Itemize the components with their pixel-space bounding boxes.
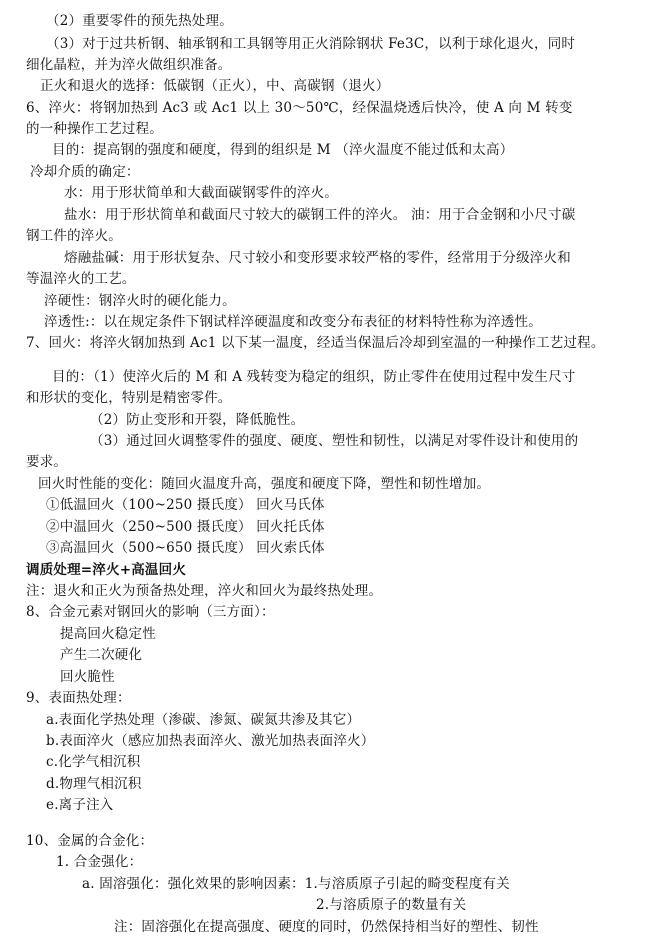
para-tempering-purpose-3: （3）通过回火调整零件的强度、硬度、塑性和韧性，以满足对零件设计和使用的 — [90, 433, 579, 449]
para-salt-water-oil-cont: 钢工件的淬火。 — [26, 228, 122, 244]
list-item-temper-stability: 提高回火稳定性 — [60, 626, 156, 642]
para-tempering-purpose-1-cont: 和形状的变化，特别是精密零件。 — [26, 390, 232, 406]
para-molten-salt: 熔融盐碱：用于形状复杂、尺寸较小和变形要求较严格的零件，经常用于分级淬火和 — [64, 250, 571, 266]
para-hardenability-hardness: 淬硬性：钢淬火时的硬化能力。 — [44, 293, 236, 309]
list-item-pvd: d.物理气相沉积 — [46, 776, 142, 792]
list-item-high-temp-tempering: ③高温回火（500~650 摄氏度） 回火索氏体 — [46, 540, 325, 556]
para-tempering-purpose-3-cont: 要求。 — [26, 454, 68, 470]
para-note-heat-treatment: 注：退火和正火为预备热处理，淬火和回火为最终热处理。 — [26, 583, 383, 599]
heading-quenching: 6、淬火：将钢加热到 Ac3 或 Ac1 以上 30～50℃，经保温烧透后快冷，使 A 向 M 转变 — [26, 100, 573, 116]
para-normalizing-item-3-cont: 细化晶粒，并为淬火做组织准备。 — [26, 57, 232, 73]
list-item-low-temp-tempering: ①低温回火（100~250 摄氏度） 回火马氏体 — [46, 497, 325, 513]
para-molten-salt-cont: 等温淬火的工艺。 — [26, 271, 136, 287]
heading-alloying: 10、金属的合金化： — [26, 833, 154, 849]
list-item-alloy-strengthening: 1. 合金强化： — [56, 854, 143, 870]
list-item-secondary-hardening: 产生二次硬化 — [60, 647, 143, 663]
para-tempering-property-change: 回火时性能的变化：随回火温度升高，强度和硬度下降，塑性和韧性增加。 — [38, 476, 491, 492]
para-salt-water-oil: 盐水：用于形状简单和截面尺寸较大的碳钢工件的淬火。 油：用于合金钢和小尺寸碳 — [64, 207, 576, 223]
para-normalizing-item-2: （2）重要零件的预先热处理。 — [46, 13, 233, 29]
list-item-ion-implantation: e.离子注入 — [46, 797, 114, 813]
heading-tempering: 7、回火：将淬火钢加热到 Ac1 以下某一温度，经适当保温后冷却到室温的一种操作工艺过程。 — [26, 335, 605, 351]
para-normalizing-annealing-choice: 正火和退火的选择：低碳钢（正火），中、高碳钢（退火） — [40, 78, 390, 94]
list-item-medium-temp-tempering: ②中温回火（250~500 摄氏度） 回火托氏体 — [46, 519, 325, 535]
list-item-surface-quenching: b.表面淬火（感应加热表面淬火、激光加热表面淬火） — [46, 733, 375, 749]
para-quench-temper-bold: 调质处理=淬火+高温回火 — [26, 562, 187, 578]
list-item-solid-solution-strengthening: a. 固溶强化：强化效果的影响因素：1.与溶质原子引起的畸变程度有关 — [82, 876, 510, 892]
para-note-solid-solution: 注：固溶强化在提高强度、硬度的同时，仍然保持相当好的塑性、韧性 — [114, 919, 539, 935]
para-tempering-purpose-2: （2）防止变形和开裂，降低脆性。 — [90, 412, 305, 428]
para-water: 水：用于形状简单和大截面碳钢零件的淬火。 — [64, 185, 338, 201]
list-item-solute-quantity: 2.与溶质原子的数量有关 — [316, 897, 467, 913]
list-item-cvd: c.化学气相沉积 — [46, 754, 141, 770]
list-item-chemical-heat-treatment: a.表面化学热处理（渗碳、渗氮、碳氮共渗及其它） — [46, 712, 361, 728]
para-cooling-medium-title: 冷却介质的确定： — [30, 164, 140, 180]
heading-surface-heat-treatment: 9、表面热处理： — [26, 690, 131, 706]
para-tempering-purpose-1: 目的：（1）使淬火后的 M 和 A 残转变为稳定的组织，防止零件在使用过程中发生尺寸 — [52, 369, 576, 385]
para-hardenability-depth: 淬透性:：以在规定条件下钢试样淬硬温度和改变分布表征的材料特性称为淬透性。 — [44, 314, 542, 330]
heading-quenching-cont: 的一种操作工艺过程。 — [26, 121, 163, 137]
list-item-temper-brittleness: 回火脆性 — [60, 669, 115, 685]
heading-alloy-elements: 8、合金元素对钢回火的影响（三方面）： — [26, 604, 275, 620]
para-quenching-purpose: 目的：提高钢的强度和硬度，得到的组织是 M （淬火温度不能过低和太高） — [52, 142, 514, 158]
para-normalizing-item-3: （3）对于过共析钢、轴承钢和工具钢等用正火消除钢状 Fe3C，以利于球化退火，同时 — [46, 36, 576, 52]
